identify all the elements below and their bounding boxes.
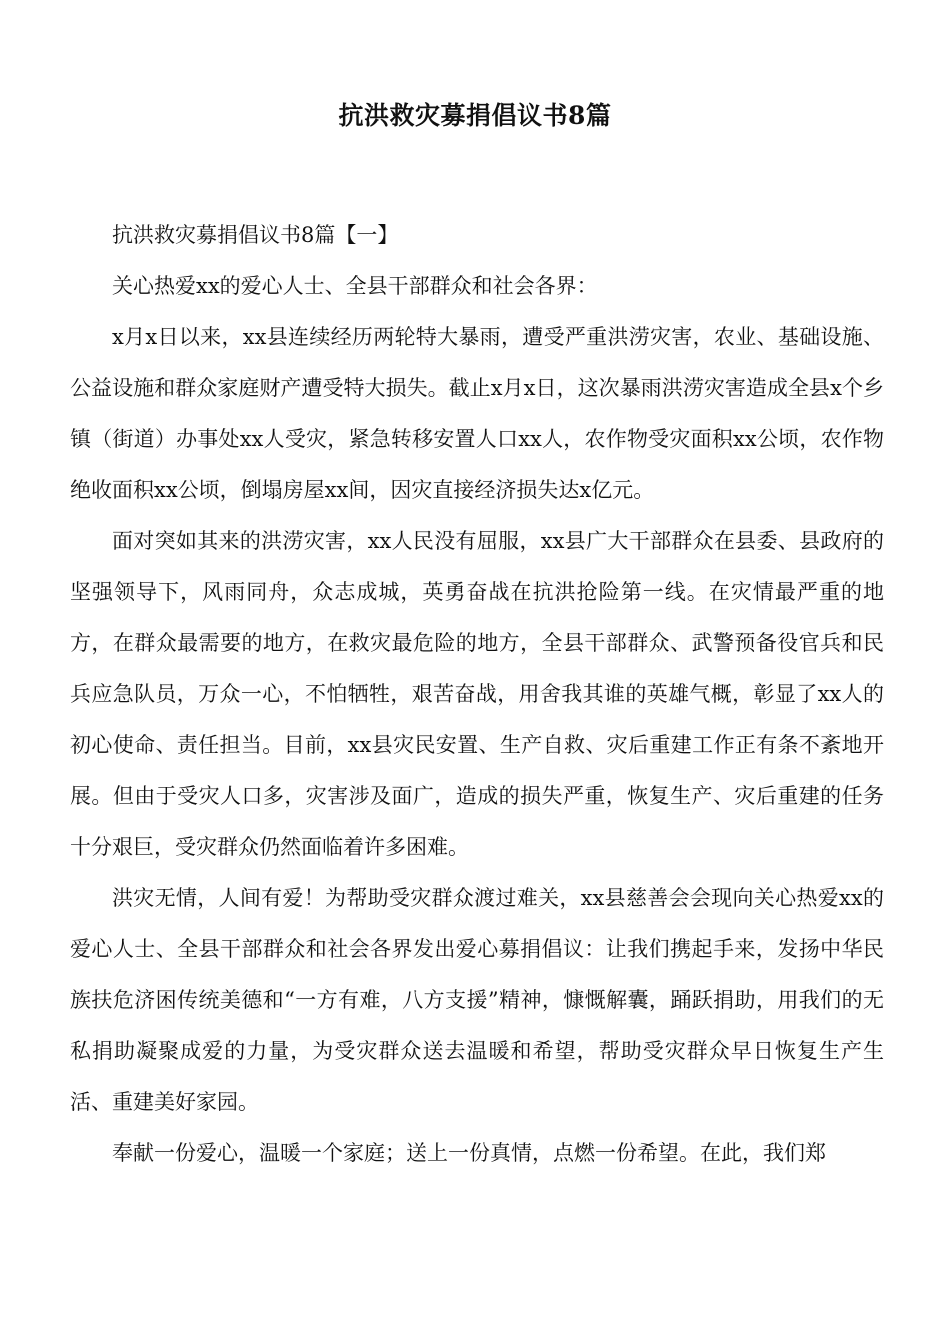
document-title: 抗洪救灾募捐倡议书8篇 [338, 101, 612, 130]
paragraph-2: 面对突如其来的洪涝灾害，xx人民没有屈服，xx县广大干部群众在县委、县政府的坚强领导下，风雨同舟，众志成城，英勇奋战在抗洪抢险第一线。在灾情最严重的地方，在群众最需要的地方，在救灾最危险的地方，全县干部群众、武警预备役官兵和民兵应急队员，万众一心，不怕牺牲，艰苦奋战，用舍我其谁的英雄气概，彰显了xx人的初心使命、责任担当。目前，xx县灾民安置、生产自救、灾后重建工作正有条不紊地开展。但由于受灾人口多，灾害涉及面广，造成的损失严重，恢复生产、灾后重建的任务十分艰巨，受灾群众仍然面临着许多困难。 [70, 529, 884, 859]
section-heading: 抗洪救灾募捐倡议书8篇【一】 [112, 223, 399, 247]
paragraph-1: x月x日以来，xx县连续经历两轮特大暴雨，遭受严重洪涝灾害，农业、基础设施、公益设施和群众家庭财产遭受特大损失。截止x月x日，这次暴雨洪涝灾害造成全县x个乡镇（街道）办事处xx人受灾，紧急转移安置人口xx人，农作物受灾面积xx公顷，农作物绝收面积xx公顷，倒塌房屋xx间，因灾直接经济损失达x亿元。 [70, 325, 884, 502]
paragraph-3: 洪灾无情，人间有爱！为帮助受灾群众渡过难关，xx县慈善会会现向关心热爱xx的爱心人士、全县干部群众和社会各界发出爱心募捐倡议：让我们携起手来，发扬中华民族扶危济困传统美德和“一方有难，八方支援”精神，慷慨解囊，踊跃捐助，用我们的无私捐助凝聚成爱的力量，为受灾群众送去温暖和希望，帮助受灾群众早日恢复生产生活、重建美好家园。 [70, 886, 884, 1114]
paragraph-4: 奉献一份爱心，温暖一个家庭；送上一份真情，点燃一份希望。在此，我们郑 [112, 1141, 826, 1165]
document-body [70, 210, 884, 1179]
salutation: 关心热爱xx的爱心人士、全县干部群众和社会各界： [112, 274, 598, 298]
